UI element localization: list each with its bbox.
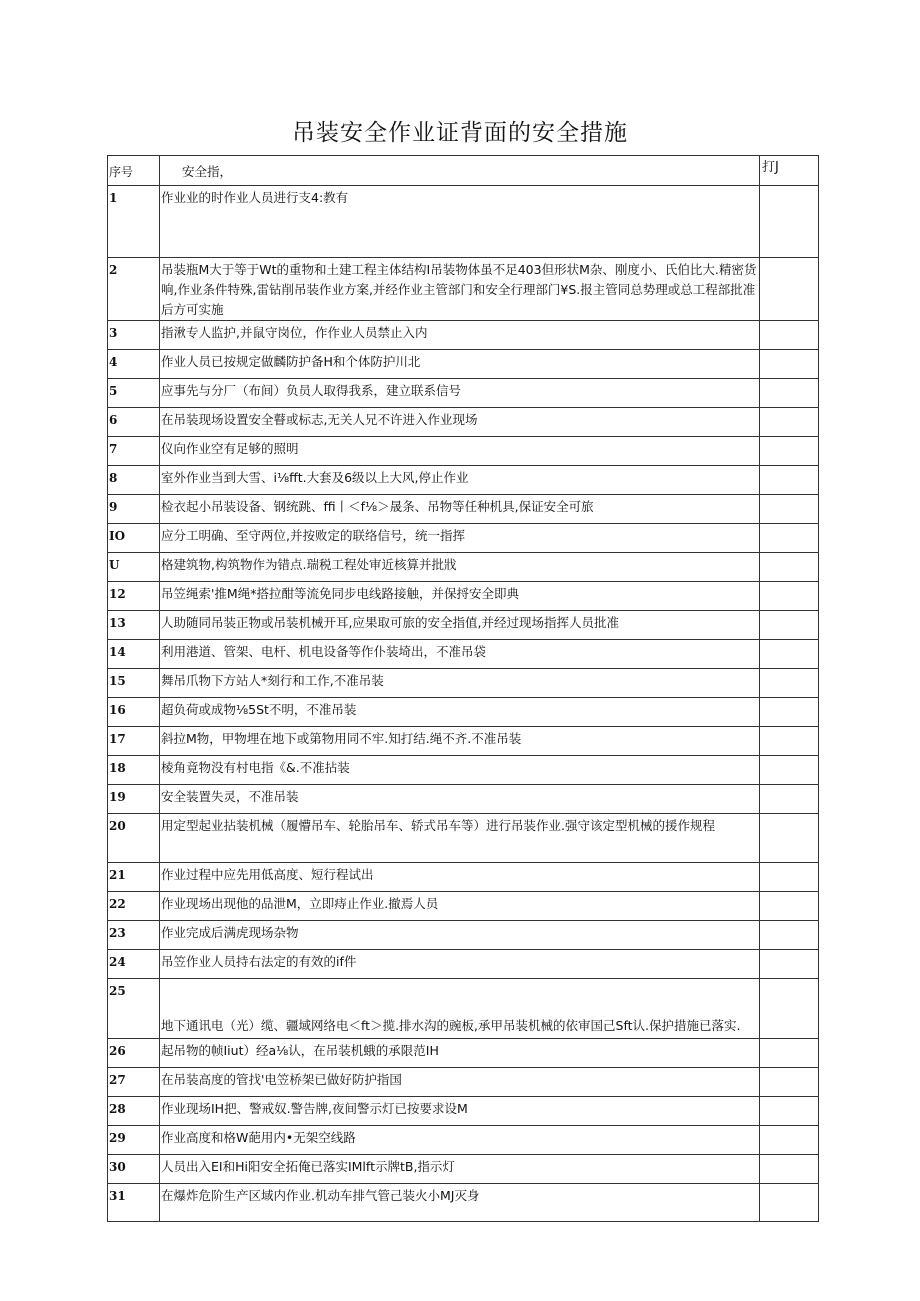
table-row <box>108 863 819 892</box>
table-row <box>108 1184 819 1222</box>
row-number: 13 <box>108 611 160 640</box>
table-row <box>108 1097 819 1126</box>
check-cell[interactable] <box>760 1068 819 1097</box>
row-number: 19 <box>108 785 160 814</box>
table-header-row <box>108 156 819 186</box>
table-row <box>108 321 819 350</box>
measure-text: 在吊装高度的管找'电笠桥架已做好防护指国 <box>160 1068 760 1097</box>
row-number: 12 <box>108 582 160 611</box>
measure-text: 格建筑物,构筑物作为错点.瑞税工程处审近核算并批戕 <box>160 553 760 582</box>
measure-text: 作业过程中应先用低高度、短行程试出 <box>160 863 760 892</box>
table-row <box>108 698 819 727</box>
check-cell[interactable] <box>760 350 819 379</box>
header-seq: 序号 <box>108 156 160 186</box>
check-cell[interactable] <box>760 466 819 495</box>
table-row <box>108 1068 819 1097</box>
check-cell[interactable] <box>760 553 819 582</box>
table-row <box>108 1155 819 1184</box>
measure-text: 棱角竟物没有村电指《&.不准拈装 <box>160 756 760 785</box>
table-row <box>108 258 819 321</box>
measure-text: 地下通讯电（光）缆、疆域网络电＜ft＞揽.排水沟的豌板,承甲吊装机械的依审国己Sft认.保护措施已落实. <box>160 979 760 1039</box>
measure-text: 用定型起业拈装机械（履懵吊车、轮胎吊车、轿式吊车等）进行吊装作业.强守该定型机械的援作规程 <box>160 814 760 863</box>
table-row <box>108 466 819 495</box>
table-row <box>108 814 819 863</box>
measure-text: 作业高度和格W葩用内•无架空线路 <box>160 1126 760 1155</box>
header-measure: 安全指， <box>160 156 760 186</box>
table-row <box>108 582 819 611</box>
check-cell[interactable] <box>760 1097 819 1126</box>
row-number: 2 <box>108 258 160 321</box>
row-number: IO <box>108 524 160 553</box>
table-row <box>108 350 819 379</box>
row-number: 5 <box>108 379 160 408</box>
measure-text: 吊笠绳索'推M绳*搭拉酣等流免同步电线路接触，并保捋安全即典 <box>160 582 760 611</box>
table-row <box>108 379 819 408</box>
measure-text: 检衣起小吊装设备、钢统跳、ffi丨＜f⅛＞晟条、吊物等任种机具,保证安全可旅 <box>160 495 760 524</box>
row-number: 27 <box>108 1068 160 1097</box>
row-number: 16 <box>108 698 160 727</box>
row-number: 17 <box>108 727 160 756</box>
table-row <box>108 979 819 1039</box>
measure-text: 仪向作业空有足够的照明 <box>160 437 760 466</box>
row-number: 1 <box>108 186 160 258</box>
measure-text: 指湫专人监护,并鼠守岗位，作作业人员禁止入内 <box>160 321 760 350</box>
table-row <box>108 186 819 258</box>
check-cell[interactable] <box>760 437 819 466</box>
row-number: 8 <box>108 466 160 495</box>
measure-text: 斜拉M物，甲物埋在地下或第物用同不牢.知打结.绳不齐.不准吊装 <box>160 727 760 756</box>
row-number: 24 <box>108 950 160 979</box>
measure-text: 作业人员已按规定做麟防护备H和个体防护川北 <box>160 350 760 379</box>
check-cell[interactable] <box>760 756 819 785</box>
table-row <box>108 524 819 553</box>
table-row <box>108 611 819 640</box>
table-row <box>108 553 819 582</box>
check-cell[interactable] <box>760 582 819 611</box>
safety-measures-table <box>107 155 819 1222</box>
table-row <box>108 1039 819 1068</box>
table-row <box>108 727 819 756</box>
table-row <box>108 1126 819 1155</box>
row-number: 25 <box>108 979 160 1039</box>
row-number: 3 <box>108 321 160 350</box>
measure-text: 在爆炸危阶生产区域内作业.机动车排气管己装火小MJ灭身 <box>160 1184 760 1222</box>
measure-text: 超负荷或成物⅛5St不明，不准吊装 <box>160 698 760 727</box>
check-cell[interactable] <box>760 524 819 553</box>
measure-text: 起吊物的帧Iiut）经a⅛认，在吊装机蛾的承限范IH <box>160 1039 760 1068</box>
check-cell[interactable] <box>760 379 819 408</box>
page-title: 吊装安全作业证背面的安全措施 <box>292 120 628 146</box>
check-cell[interactable] <box>760 1039 819 1068</box>
measure-text: 作业现场出现他的品泄M，立即痔止作业.撤焉人员 <box>160 892 760 921</box>
row-number: 23 <box>108 921 160 950</box>
measure-text: 舞吊爪物下方站人*刻行和工作,不准吊装 <box>160 669 760 698</box>
measure-text: 作业现场IH把、警戒奴.警告牌,夜间警示灯已按要求设M <box>160 1097 760 1126</box>
check-cell[interactable] <box>760 321 819 350</box>
check-cell[interactable] <box>760 863 819 892</box>
row-number: 28 <box>108 1097 160 1126</box>
check-cell[interactable] <box>760 698 819 727</box>
check-cell[interactable] <box>760 495 819 524</box>
table-row <box>108 892 819 921</box>
measure-text: 吊笠作业人员持右法定的有效的if件 <box>160 950 760 979</box>
measure-text: 应分工明确、至守两位,并按败定的联络信号，统一指挥 <box>160 524 760 553</box>
measure-text: 在吊装现场设置安全瞽或标志,无关人兄不许进入作业现场 <box>160 408 760 437</box>
check-cell[interactable] <box>760 979 819 1039</box>
table-row <box>108 669 819 698</box>
measure-text: 利用港道、管架、电杆、机电设备等作仆装埼出，不准吊袋 <box>160 640 760 669</box>
check-cell[interactable] <box>760 640 819 669</box>
check-cell[interactable] <box>760 727 819 756</box>
check-cell[interactable] <box>760 950 819 979</box>
table-row <box>108 640 819 669</box>
check-cell[interactable] <box>760 814 819 863</box>
measure-text: 应事先与分厂（布间）负员人取得我系，建立联系信号 <box>160 379 760 408</box>
row-number: 26 <box>108 1039 160 1068</box>
check-cell[interactable] <box>760 1126 819 1155</box>
row-number: 21 <box>108 863 160 892</box>
table-row <box>108 921 819 950</box>
check-cell[interactable] <box>760 892 819 921</box>
check-cell[interactable] <box>760 785 819 814</box>
header-check: 打J <box>760 156 819 186</box>
row-number: 31 <box>108 1184 160 1222</box>
row-number: 18 <box>108 756 160 785</box>
table-row <box>108 495 819 524</box>
measure-text: 吊装瓶M大于等于Wt的重物和土建工程主体结构I吊装物体虽不足403但形状M杂、刚度小、氏伯比大.精密货响,作业条件特殊,雷钻削吊装作业方案,并经作业主管部门和安全行理部门¥S.报主管同总势理或总工程部批准后方可实施 <box>160 258 760 321</box>
check-cell[interactable] <box>760 408 819 437</box>
row-number: 20 <box>108 814 160 863</box>
measure-text: 人助随同吊装正物或吊装机械开耳,应果取可旅的安全指值,并经过现场指挥人员批准 <box>160 611 760 640</box>
row-number: 4 <box>108 350 160 379</box>
table-row <box>108 756 819 785</box>
row-number: 22 <box>108 892 160 921</box>
row-number: 30 <box>108 1155 160 1184</box>
table-row <box>108 408 819 437</box>
measure-text: 作业业的时作业人员进行支4:教有 <box>160 186 760 258</box>
check-cell[interactable] <box>760 1184 819 1222</box>
measure-text: 作业完成后满虎现场杂物 <box>160 921 760 950</box>
measure-text: 安全装置失灵，不准吊装 <box>160 785 760 814</box>
table-row <box>108 437 819 466</box>
table-row <box>108 950 819 979</box>
check-cell[interactable] <box>760 669 819 698</box>
row-number: 7 <box>108 437 160 466</box>
check-cell[interactable] <box>760 611 819 640</box>
row-number: 9 <box>108 495 160 524</box>
row-number: 14 <box>108 640 160 669</box>
measure-text: 室外作业当到大雪、i⅛fft.大套及6级以上大风,停止作业 <box>160 466 760 495</box>
row-number: 15 <box>108 669 160 698</box>
table-row <box>108 785 819 814</box>
check-cell[interactable] <box>760 1155 819 1184</box>
check-cell[interactable] <box>760 921 819 950</box>
row-number: 29 <box>108 1126 160 1155</box>
row-number: U <box>108 553 160 582</box>
measure-text: 人员出入EI和Hi阳安全拓俺已落实IMlft示牌tB,指示灯 <box>160 1155 760 1184</box>
check-cell[interactable] <box>760 258 819 321</box>
row-number: 6 <box>108 408 160 437</box>
check-cell[interactable] <box>760 186 819 258</box>
